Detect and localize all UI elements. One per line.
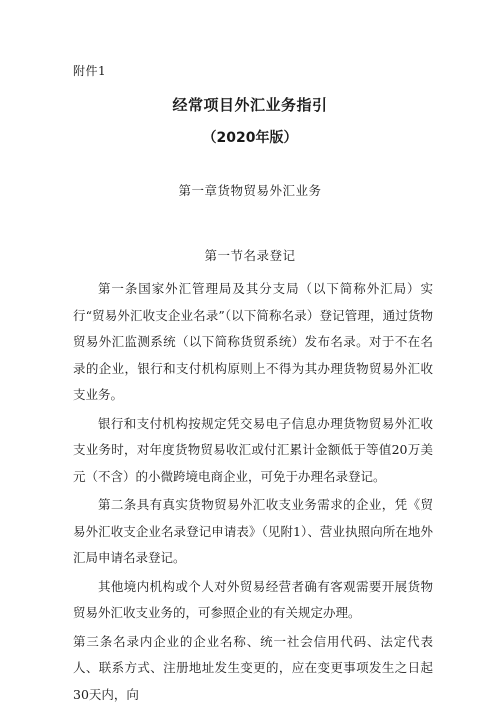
paragraph-article-1-cont: 银行和支付机构按规定凭交易电子信息办理货物贸易外汇收支业务时，对年度货物贸易收汇或付汇累计金额低于等值20万美元（不含）的小微跨境电商企业，可免于办理名录登记。 — [73, 415, 433, 484]
document-subtitle: （2020年版） — [202, 130, 298, 146]
paragraph-article-2-cont: 其他境内机构或个人对外贸易经营者确有客观需要开展货物贸易外汇收支业务的，可参照企业的有关规定办理。 — [73, 578, 433, 620]
paragraph-article-1: 第一条国家外汇管理局及其分支局（以下简称外汇局）实行“贸易外汇收支企业名录”（以下简称名录）登记管理，通过货物贸易外汇监测系统（以下简称货贸系统）发布名录。对于不在名录的企业，银行和支付机构原则上不得为其办理货物贸易外汇收支业务。 — [73, 281, 433, 402]
chapter-heading: 第一章货物贸易外汇业务 — [178, 183, 322, 198]
document-title: 经常项目外汇业务指引 — [172, 96, 328, 114]
section-heading: 第一节名录登记 — [204, 248, 296, 263]
paragraph-article-3: 第三条名录内企业的企业名称、统一社会信用代码、法定代表人、联系方式、注册地址发生变更的，应在变更事项发生之日起30天内，向 — [73, 633, 433, 702]
body-text — [73, 276, 433, 710]
paragraph-article-2: 第二条具有真实货物贸易外汇收支业务需求的企业，凭《贸易外汇收支企业名录登记申请表》（见附1）、营业执照向所在地外汇局申请名录登记。 — [73, 497, 433, 565]
attachment-label: 附件1 — [73, 64, 107, 78]
